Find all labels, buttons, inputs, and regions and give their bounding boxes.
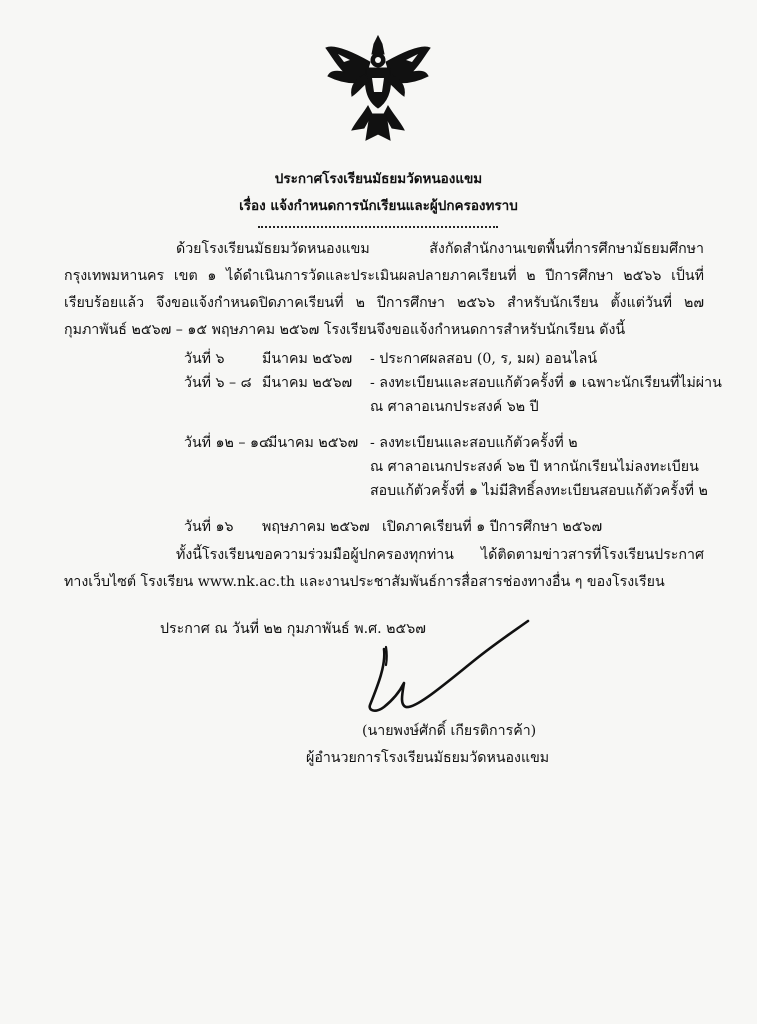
schedule-row-continuation — [184, 395, 724, 419]
announcement-subject: เรื่อง แจ้งกำหนดการนักเรียนและผู้ปกครองทราบ — [239, 198, 518, 214]
schedule-day: วันที่ ๖ – ๘ — [184, 375, 252, 391]
schedule-continuation: ณ ศาลาอเนกประสงค์ ๖๒ ปี — [370, 399, 539, 415]
schedule-row — [184, 431, 724, 455]
schedule-row — [184, 515, 724, 539]
schedule-description: - ลงทะเบียนและสอบแก้ตัวครั้งที่ ๒ — [370, 435, 578, 451]
schedule-description: - ลงทะเบียนและสอบแก้ตัวครั้งที่ ๑ เฉพาะนักเรียนที่ไม่ผ่าน — [370, 375, 722, 391]
schedule-day: วันที่ ๑๖ — [184, 519, 234, 535]
schedule-month: มีนาคม ๒๕๖๗ — [262, 375, 353, 391]
signer-name: (นายพงษ์ศักดิ์ เกียรติการค้า) — [362, 723, 537, 739]
closing-paragraph: ทั้งนี้โรงเรียนขอความร่วมมือผู้ปกครองทุกท่าน ได้ติดตามข่าวสารที่โรงเรียนประกาศทางเว็บไซต์ โรงเรียน www.nk.ac.th และงานประชาสัมพันธ์การสื่อสารช่องทางอื่น ๆ ของโรงเรียน — [64, 547, 704, 590]
handwritten-signature-icon — [356, 613, 536, 721]
schedule-continuation: ณ ศาลาอเนกประสงค์ ๖๒ ปี หากนักเรียนไม่ลงทะเบียน — [370, 459, 699, 475]
schedule-day: วันที่ ๖ — [184, 351, 225, 367]
schedule-month: มีนาคม ๒๕๖๗ — [268, 435, 359, 451]
intro-paragraph: ด้วยโรงเรียนมัธยมวัดหนองแขม สังกัดสำนักงานเขตพื้นที่การศึกษามัธยมศึกษา กรุงเทพมหานคร เขต ๑ ได้ดำเนินการวัดและประเมินผลปลายภาคเรียนที่ ๒ ปีการศึกษา ๒๕๖๖ เป็นที่เรียบร้อยแล้ว จึงขอแจ้งกำหนดปิดภาคเรียนที่ ๒ ปีการศึกษา ๒๕๖๖ สำหรับนักเรียน ตั้งแต่วันที่ ๒๗ กุมภาพันธ์ ๒๕๖๗ – ๑๕ พฤษภาคม ๒๕๖๗ โรงเรียนจึงขอแจ้งกำหนดการสำหรับนักเรียน ดังนี้ — [64, 241, 704, 338]
schedule-row — [184, 371, 724, 395]
schedule-list — [184, 347, 724, 539]
garuda-emblem-icon — [322, 30, 434, 148]
schedule-description: เปิดภาคเรียนที่ ๑ ปีการศึกษา ๒๕๖๗ — [382, 519, 603, 535]
schedule-continuation: สอบแก้ตัวครั้งที่ ๑ ไม่มีสิทธิ์ลงทะเบียนสอบแก้ตัวครั้งที่ ๒ — [370, 483, 708, 499]
announcement-date: ประกาศ ณ วันที่ ๒๒ กุมภาพันธ์ พ.ศ. ๒๕๖๗ — [160, 621, 426, 637]
schedule-row — [184, 347, 724, 371]
announcement-title: ประกาศโรงเรียนมัธยมวัดหนองแขม — [274, 171, 483, 187]
schedule-day: วันที่ ๑๒ – ๑๔ — [184, 435, 270, 451]
signer-position: ผู้อำนวยการโรงเรียนมัธยมวัดหนองแขม — [306, 750, 550, 766]
schedule-row-continuation — [184, 479, 724, 503]
schedule-month: มีนาคม ๒๕๖๗ — [262, 351, 353, 367]
schedule-month: พฤษภาคม ๒๕๖๗ — [262, 519, 370, 535]
schedule-description: - ประกาศผลสอบ (0, ร, มผ) ออนไลน์ — [370, 351, 598, 367]
dotted-divider — [258, 226, 498, 228]
schedule-row-continuation — [184, 455, 724, 479]
